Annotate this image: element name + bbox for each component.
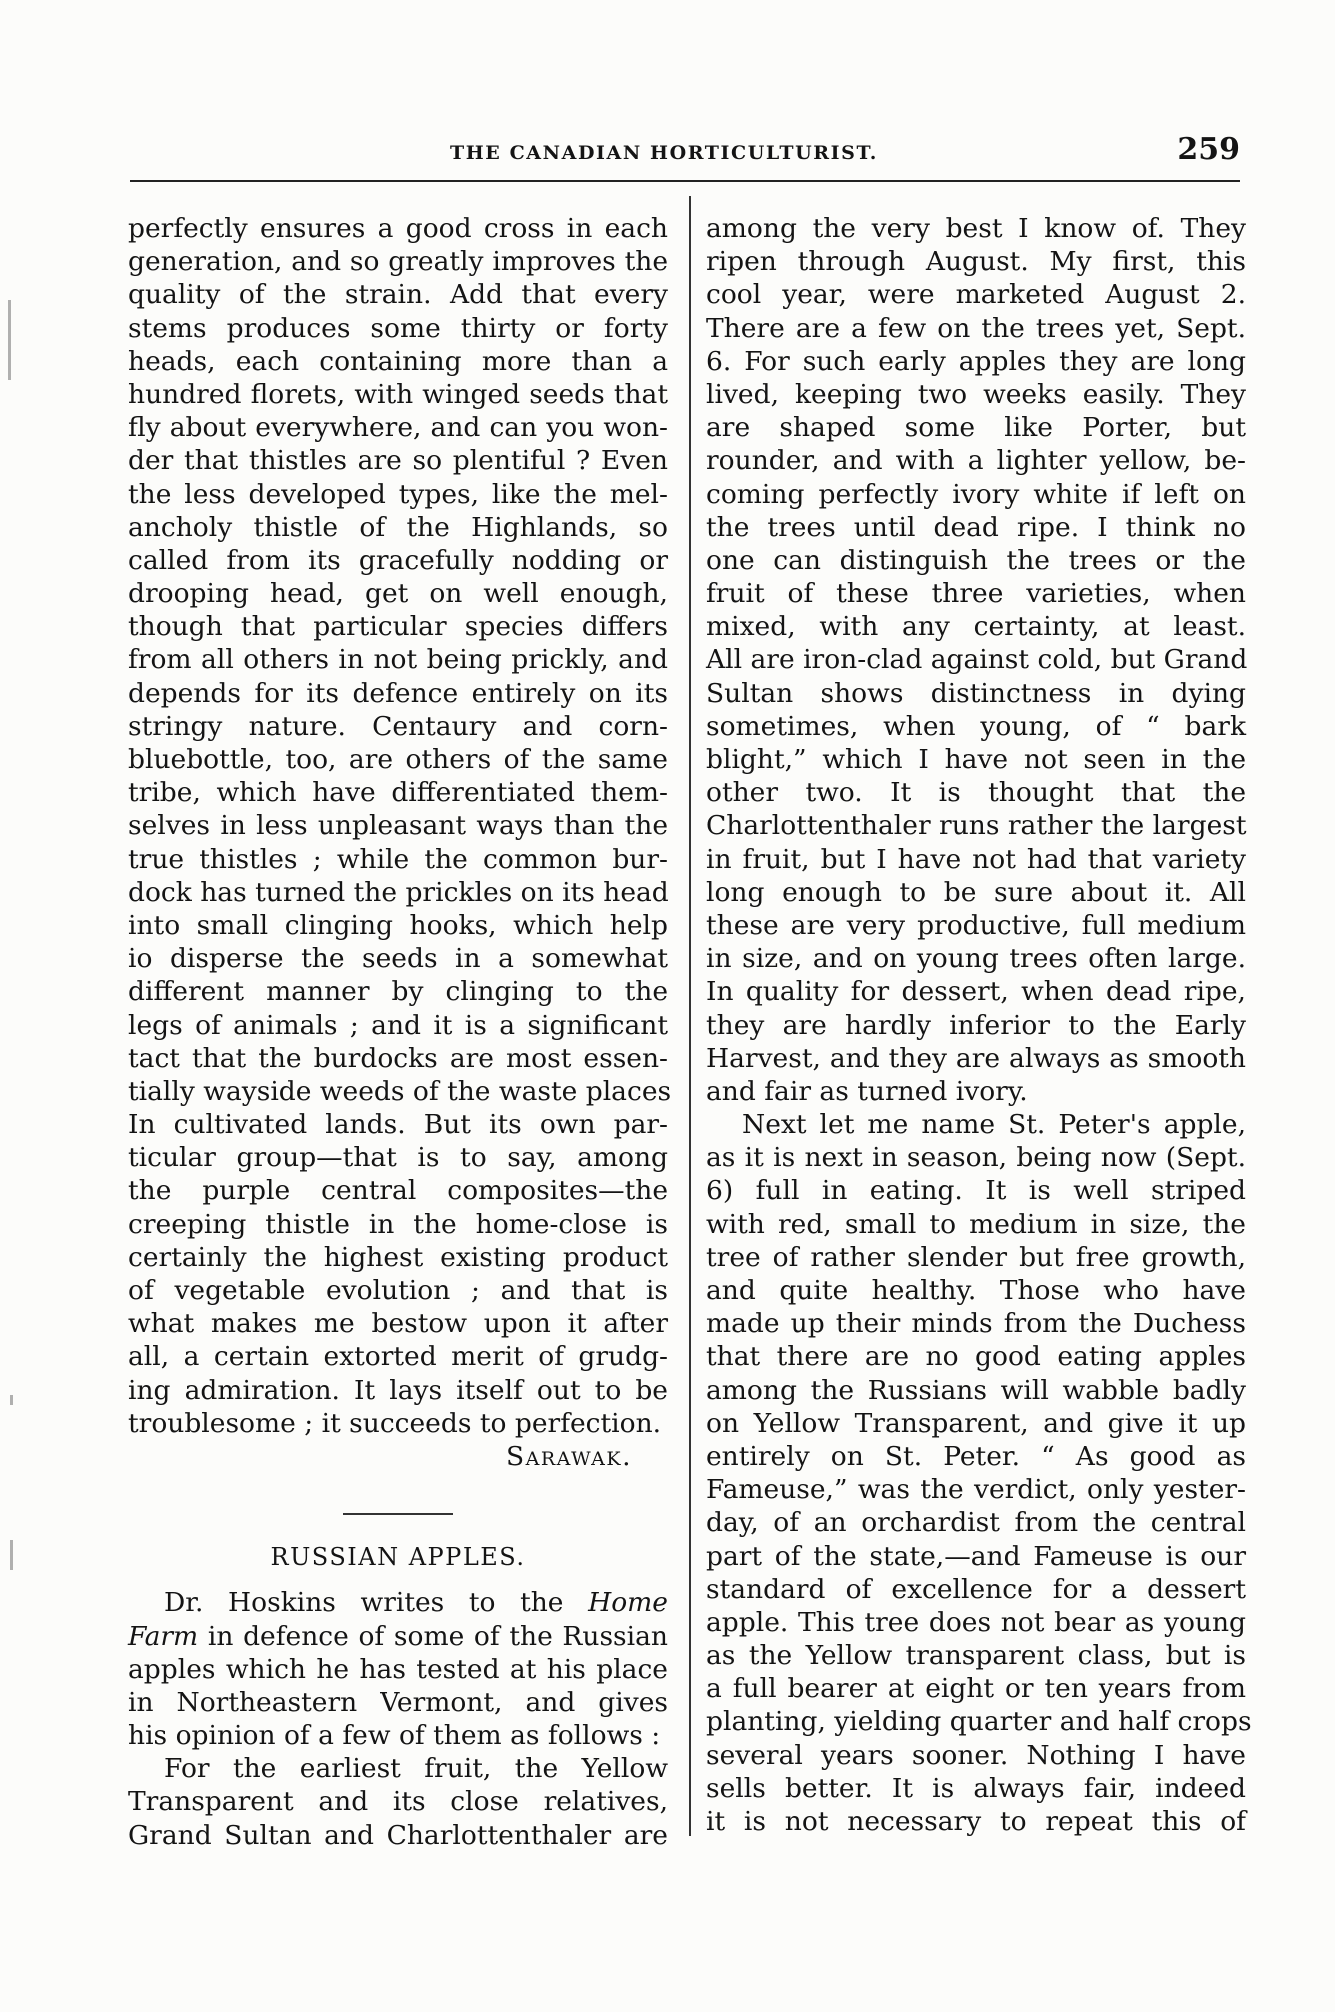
text-line: among the Russians will wabble badly xyxy=(706,1374,1246,1406)
text-line: the trees until dead ripe. I think no xyxy=(706,511,1246,543)
text-line: as the Yellow transparent class, but is xyxy=(706,1640,1246,1672)
header-rule xyxy=(130,180,1240,182)
text-line: in Northeastern Vermont, and gives xyxy=(128,1686,668,1718)
text-line: several years sooner. Nothing I have xyxy=(706,1739,1246,1771)
text-line: among the very best I know of. They xyxy=(706,213,1246,244)
text-line: one can distinguish the trees or the xyxy=(706,544,1246,576)
text-line: stems produces some thirty or forty xyxy=(128,312,668,344)
text-line: Sultan shows distinctness in dying xyxy=(706,677,1246,709)
text-line: tact that the burdocks are most essen- xyxy=(128,1042,668,1074)
text-line: that there are no good eating apples xyxy=(706,1341,1246,1373)
text-line: a full bearer at eight or ten years from xyxy=(706,1673,1246,1705)
text-line: fruit of these three varieties, when xyxy=(706,578,1246,610)
text-line: with red, small to medium in size, the xyxy=(706,1208,1246,1240)
text-line: Fameuse,” was the verdict, only yester- xyxy=(706,1474,1246,1506)
text-line: fly about everywhere, and can you won- xyxy=(128,412,668,444)
paragraph-line xyxy=(128,1620,668,1653)
text-line: blight,” which I have not seen in the xyxy=(706,744,1246,775)
text-line: the purple central composites—the xyxy=(128,1175,668,1207)
apples-paragraph xyxy=(128,1752,668,1852)
text-line: selves in less unpleasant ways than the xyxy=(128,810,668,842)
text-line: dock has turned the prickles on its head xyxy=(128,876,669,908)
article-separator xyxy=(343,1513,453,1515)
text-line: Grand Sultan and Charlottenthaler are xyxy=(128,1819,668,1851)
page-number: 259 xyxy=(1177,132,1240,167)
text-line: standard of excellence for a dessert xyxy=(706,1573,1246,1605)
text-line: long enough to be sure about it. All xyxy=(706,876,1246,908)
text-line: called from its gracefully nodding or xyxy=(128,544,668,576)
text-line: these are very productive, full medium xyxy=(706,909,1246,941)
intro-paragraph-rest xyxy=(128,1653,668,1753)
section-heading: RUSSIAN APPLES. xyxy=(270,1543,526,1572)
text-line: apple. This tree does not bear as young xyxy=(706,1606,1246,1638)
right-column xyxy=(706,212,1252,1838)
thistle-article-continuation xyxy=(128,212,672,1440)
text-line: though that particular species differs xyxy=(128,611,668,643)
text-line: are shaped some like Porter, but xyxy=(706,412,1246,444)
text-line: tribe, which have differentiated them- xyxy=(128,777,668,809)
text-line: io disperse the seeds in a somewhat xyxy=(128,943,668,975)
text-line: made up their minds from the Duchess xyxy=(706,1308,1246,1340)
text-line: bluebottle, too, are others of the same xyxy=(128,744,668,775)
text-line: der that thistles are so plentiful ? Even xyxy=(128,445,668,477)
text-line: 6. For such early apples they are long xyxy=(706,345,1246,377)
text-line: the less developed types, like the mel- xyxy=(128,478,668,510)
publication-name: Farm xyxy=(128,1620,199,1652)
text-line: what makes me bestow upon it after xyxy=(128,1308,668,1340)
text-line: lived, keeping two weeks easily. They xyxy=(706,378,1246,410)
text-line: day, of an orchardist from the central xyxy=(706,1507,1246,1539)
column-divider xyxy=(689,196,691,1836)
margin-mark xyxy=(10,1540,13,1570)
text-line: ing admiration. It lays itself out to be xyxy=(128,1374,668,1406)
author-signature: Sarawak. xyxy=(505,1440,632,1472)
text-run: in defence of some of the Russian xyxy=(198,1620,668,1652)
text-run: Dr. Hoskins writes to the xyxy=(164,1587,589,1619)
text-line: depends for its defence entirely on its xyxy=(128,677,668,709)
text-line: generation, and so greatly improves the xyxy=(128,246,668,278)
text-line: in fruit, but I have not had that variety xyxy=(706,843,1246,875)
text-line: In cultivated lands. But its own par- xyxy=(128,1109,668,1141)
text-line: legs of animals ; and it is a significant xyxy=(128,1009,668,1041)
text-line: and quite healthy. Those who have xyxy=(706,1275,1246,1306)
text-line: on Yellow Transparent, and give it up xyxy=(706,1407,1246,1439)
text-line: sells better. It is always fair, indeed xyxy=(706,1772,1246,1804)
text-line: stringy nature. Centaury and corn- xyxy=(128,710,668,742)
text-line: apples which he has tested at his place xyxy=(128,1653,668,1685)
text-line: rounder, and with a lighter yellow, be- xyxy=(706,445,1246,477)
text-line: Next let me name St. Peter's apple, xyxy=(742,1109,1246,1141)
text-line: sometimes, when young, of “ bark xyxy=(706,710,1246,742)
text-line: hundred florets, with winged seeds that xyxy=(128,378,668,410)
text-line: and fair as turned ivory. xyxy=(706,1075,1028,1107)
early-apples-paragraph xyxy=(706,212,1246,1108)
text-line: ticular group—that is to say, among xyxy=(128,1142,668,1174)
text-line: troublesome ; it succeeds to perfection. xyxy=(128,1407,662,1439)
text-line: planting, yielding quarter and half crops xyxy=(706,1706,1252,1738)
running-header xyxy=(130,134,1240,174)
st-peter-paragraph xyxy=(706,1108,1252,1838)
text-line: creeping thistle in the home-close is xyxy=(128,1208,668,1240)
text-line: they are hardly inferior to the Early xyxy=(706,1009,1246,1041)
publication-name: Home xyxy=(588,1587,668,1619)
text-line: other two. It is thought that the xyxy=(706,777,1246,809)
text-line: certainly the highest existing product xyxy=(128,1241,668,1273)
text-line: mixed, with any certainty, at least. xyxy=(706,611,1246,643)
text-line: perfectly ensures a good cross in each xyxy=(128,213,668,244)
text-line: quality of the strain. Add that every xyxy=(128,279,668,311)
text-line: his opinion of a few of them as follows : xyxy=(128,1720,661,1752)
text-line: ancholy thistle of the Highlands, so xyxy=(128,511,668,543)
text-line: as it is next in season, being now (Sept. xyxy=(706,1142,1246,1174)
text-line: all, a certain extorted merit of grudg- xyxy=(128,1341,668,1373)
text-line: entirely on St. Peter. “ As good as xyxy=(706,1440,1246,1472)
text-line: coming perfectly ivory white if left on xyxy=(706,478,1246,510)
text-line: part of the state,—and Fameuse is our xyxy=(706,1540,1246,1572)
text-line: All are iron-clad against cold, but Grand xyxy=(706,644,1248,676)
margin-mark xyxy=(8,300,11,380)
text-line: true thistles ; while the common bur- xyxy=(128,843,668,875)
text-line: in size, and on young trees often large. xyxy=(706,943,1246,975)
journal-title: THE CANADIAN HORTICULTURIST. xyxy=(450,142,878,164)
text-line: it is not necessary to repeat this of xyxy=(706,1806,1246,1837)
text-line: For the earliest fruit, the Yellow xyxy=(164,1753,668,1785)
text-line: heads, each containing more than a xyxy=(128,345,668,377)
text-line: Harvest, and they are always as smooth xyxy=(706,1042,1246,1074)
left-column xyxy=(128,212,672,1852)
text-line: ripen through August. My first, this xyxy=(706,246,1246,278)
text-line: of vegetable evolution ; and that is xyxy=(128,1275,668,1306)
text-line: into small clinging hooks, which help xyxy=(128,909,668,941)
text-line: from all others in not being prickly, and xyxy=(128,644,668,676)
text-line: 6) full in eating. It is well striped xyxy=(706,1175,1246,1207)
text-line: There are a few on the trees yet, Sept. xyxy=(706,312,1246,344)
text-line: In quality for dessert, when dead ripe, xyxy=(706,976,1246,1008)
paragraph-line xyxy=(128,1586,668,1619)
text-line: tially wayside weeds of the waste places xyxy=(128,1075,672,1107)
text-line: different manner by clinging to the xyxy=(128,976,668,1008)
text-line: drooping head, get on well enough, xyxy=(128,578,668,610)
margin-mark xyxy=(10,1395,13,1405)
text-line: cool year, were marketed August 2. xyxy=(706,279,1246,311)
text-line: Transparent and its close relatives, xyxy=(128,1786,668,1818)
text-line: tree of rather slender but free growth, xyxy=(706,1241,1246,1273)
text-line: Charlottenthaler runs rather the largest xyxy=(706,810,1247,842)
